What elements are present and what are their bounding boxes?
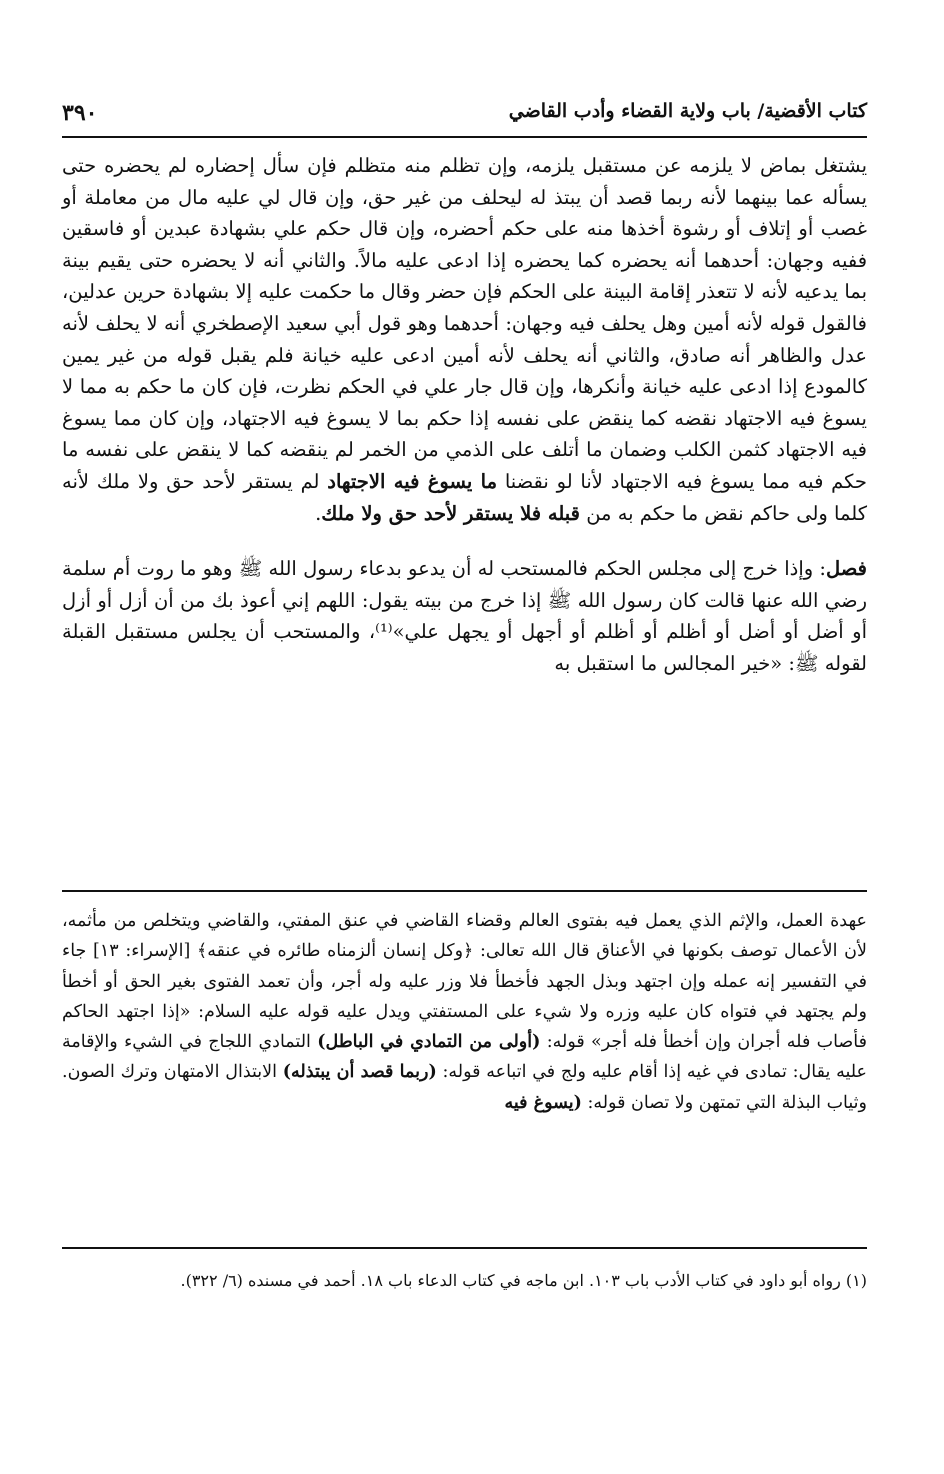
text-line: الذمي من الخمر لم ينقضه كما لا ينقض على نفسه ما حكم فيه مما يسوغ فيه الاجتهاد	[62, 438, 867, 493]
text-line: علي»⁽¹⁾، والمستحب أن يجلس مستقبل القبلة لقوله ﷺ: «خير المجالس ما استقبل به	[62, 620, 867, 675]
footnote-1	[62, 1265, 867, 1297]
text-line: أمين وهل يحلف فيه وجهان: أحدهما وهو قول أبي سعيد الإصطخري أنه لا يحلف لأنه	[62, 311, 730, 335]
commentary-divider	[62, 890, 867, 892]
text-line: لأنا لو نقضنا	[497, 469, 603, 493]
paragraph-fasl	[62, 553, 867, 679]
bold-quote: (أولى من التمادي في الباطل)	[317, 1032, 541, 1053]
text-line: غير يمين كالمودع إذا ادعى عليه خيانة وأنكرها، وإن قال جار علي في الحكم نظرت،	[62, 343, 868, 399]
text-line: يسوغ فيه الاجتهاد، وإن كان مما يسوغ فيه الاجتهاد كثمن الكلب وضمان ما أتلف على	[62, 406, 867, 462]
text-line: أجران وإن أخطأ فله أجر» قوله:	[540, 1032, 781, 1053]
text-line: فإن كان ما حكم به مما لا يسوغ فيه الاجتهاد نقضه كما ينقض على نفسه إذا حكم بما لا	[62, 375, 867, 430]
section-label: فصل	[826, 557, 867, 581]
bold-quote: ما يسوغ فيه الاجتهاد	[327, 469, 498, 493]
text-line: : وإذا خرج إلى مجلس الحكم فالمستحب له أن يدعو بدعاء رسول الله ﷺ	[238, 557, 826, 581]
text-line: والإقامة عليه يقال: تمادى في غيه إذا أقام عليه ولج في اتباعه قوله:	[62, 1032, 867, 1083]
footnotes	[62, 1265, 867, 1297]
text-line: ٣٢٢).	[180, 1271, 218, 1290]
bold-quote: (يسوغ فيه	[504, 1092, 582, 1113]
text-line: اللهم إني أعوذ بك من أن أزل أو أزل أو أضل أو أضل أو أظلم أو أظلم أو أجهل أو يجهل	[62, 588, 868, 644]
text-line: ويتخلص من مأثمه، لأن الأعمال توصف بكونها في الأعناق قال الله تعالى: ﴿وكل إنسان	[62, 911, 867, 962]
running-header	[62, 96, 867, 138]
text-line: على الحكم فإن حضر وقال ما حكمت عليه إلا بشهادة حرين عدلين، فالقول قوله لأنه	[62, 280, 867, 335]
text-line: وزره ولا شيء على المستفتي ويدل عليه قوله عليه السلام: «إذا اجتهد الحاكم فأصاب فله	[62, 1001, 867, 1053]
text-line: يشتغل بماض لا يلزمه عن مستقبل يلزمه، وإن تظلم منه متظلم فإن سأل إحضاره لم	[168, 154, 868, 177]
text-line: (١) رواه أبو داود في كتاب الأدب باب ١٠٣. ابن ماجه في كتاب الدعاء باب ١٨. أحمد في مسنده (٦/	[222, 1271, 867, 1290]
footnote-divider	[62, 1247, 867, 1249]
main-text	[62, 150, 867, 680]
text-line: وهو ما روت أم سلمة رضي الله عنها قالت كان رسول الله ﷺ إذا خرج من بيته يقول:	[62, 557, 868, 612]
bold-quote: قبله فلا يستقر لأحد حق ولا ملك	[321, 501, 581, 525]
commentary-text	[62, 906, 867, 1118]
text-line: عليه مال من معاملة أو غصب أو إتلاف أو رشوة أخذها منه على حكم أحضره، وإن قال	[62, 185, 867, 241]
text-line: يحضره حتى يسأله عما بينهما لأنه ربما قصد أن يبتذ له ليحلف من غير حق، وإن قال لي	[62, 154, 867, 209]
text-line: عدل والظاهر أنه صادق، والثاني أنه يحلف لأنه أمين ادعى عليه خيانة فلم يقبل قوله من	[142, 343, 867, 367]
bold-quote: (ربما قصد أن يبتذله)	[282, 1062, 437, 1083]
text-line: التمادي اللجاج في الشيء	[124, 1032, 318, 1053]
text-line: الابتذال الامتهان وترك الصون. وثياب البذلة التي تمتهن ولا تصان قوله:	[62, 1062, 867, 1113]
text-line: .	[315, 501, 322, 525]
text-line: حكم علي بشهادة عبدين أو فاسقين ففيه وجهان: أحدهما أنه يحضره كما يحضره إذا	[62, 217, 868, 272]
paragraph-1	[62, 150, 867, 529]
header-title: كتاب الأقضية/ باب ولاية القضاء وأدب القاضي	[508, 100, 867, 122]
page-number: ٣٩٠	[62, 100, 98, 126]
text-line: نقض ما حكم به من	[580, 501, 744, 525]
commentary-paragraph	[62, 906, 867, 1118]
text-line: ألزمناه طائره في عنقه﴾ [الإسراء: ١٣] جاء في التفسير إنه عمله وإن اجتهد وبذل الجهد فأخطأ	[62, 941, 867, 992]
text-line: ادعى عليه مالاً. والثاني أنه لا يحضره حتى يقيم بينة بما يدعيه لأنه لا تتعذر إقامة البينة	[62, 248, 868, 304]
text-line: عهدة العمل، والإثم الذي يعمل فيه بفتوى العالم وقضاء القاضي في عنق المفتي، والقاضي	[207, 911, 867, 931]
text-line: فلا وزر عليه وله أجر، وأن تعمد الفتوى بغير الحق أو أخطأ ولم يجتهد في فتواه كان عليه	[62, 971, 867, 1022]
text-line: لم يستقر لأحد حق ولا ملك لأنه كلما ولى حاكم	[62, 469, 867, 525]
